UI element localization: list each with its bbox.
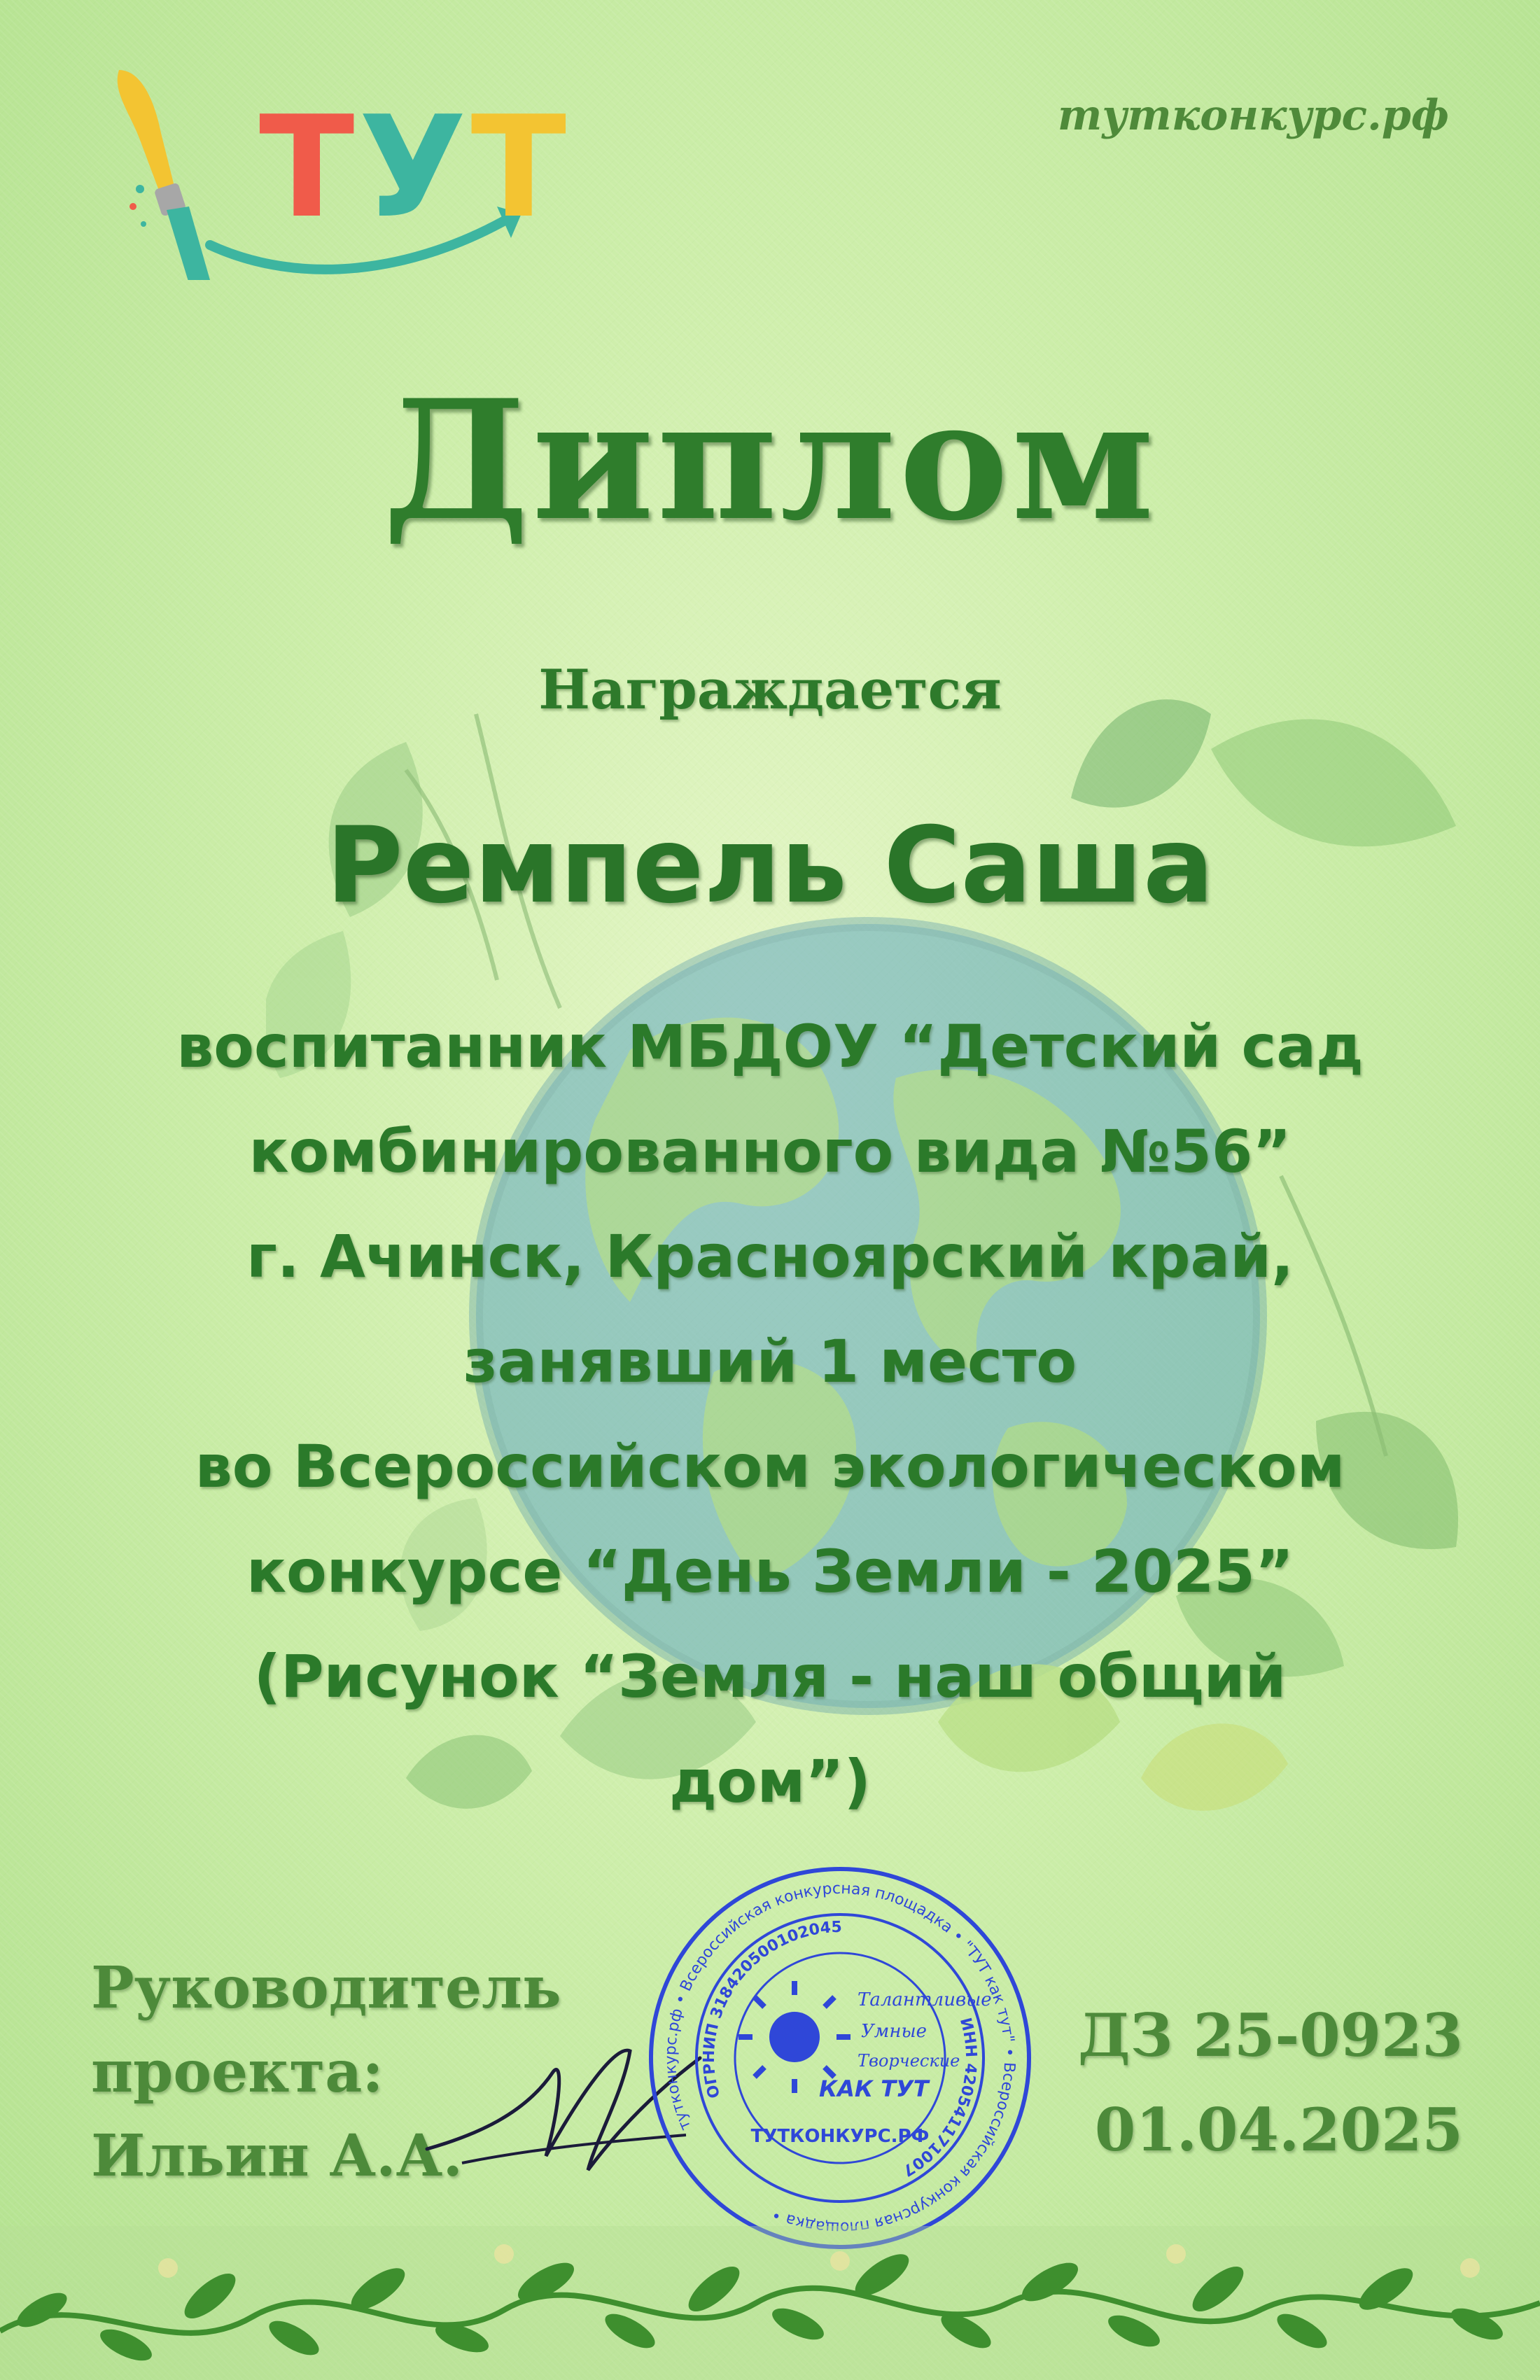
stamp-center-line4: КАК ТУТ [819, 2076, 929, 2102]
description-line: воспитанник МБДОУ “Детский сад [176, 1012, 1364, 1081]
stamp-center-line2: Умные [861, 2021, 927, 2042]
manager-role-line1: Руководитель [91, 1954, 561, 2022]
manager-role-line2: проекта: [91, 2038, 384, 2106]
description-line: конкурсе “День Земли - 2025” [246, 1537, 1294, 1606]
award-description [56, 994, 1484, 1834]
document-title: Диплом [383, 364, 1157, 557]
awarded-label: Награждается [538, 658, 1002, 722]
official-stamp [644, 1862, 1036, 2254]
description-line: во Всероссийском экологическом [195, 1432, 1345, 1501]
manager-name: Ильин А.А. [91, 2122, 463, 2190]
logo [91, 56, 571, 280]
floral-border [0, 2226, 1540, 2380]
description-line: занявший 1 место [463, 1327, 1077, 1396]
description-line: (Рисунок “Земля - наш общий [253, 1642, 1287, 1711]
description-line: г. Ачинск, Красноярский край, [246, 1222, 1294, 1291]
document-date: 01.04.2025 [1094, 2095, 1463, 2164]
stamp-center-line3: Творческие [858, 2051, 960, 2071]
description-line: дом”) [669, 1747, 871, 1816]
svg-text:ОГРНИП 318420500102045 [656, 1906, 888, 2103]
stamp-center-line1: Талантливые [858, 1989, 992, 2010]
document-number: ДЗ 25-0923 [1077, 2001, 1463, 2070]
site-url: туткoнкурс.рф [1057, 91, 1449, 140]
stamp-inn: ИНН 420541171007 [899, 2016, 980, 2180]
stamp-ogrnip: ОГРНИП 318420500102045 [700, 1918, 843, 2100]
document-info [1078, 1988, 1463, 2177]
stamp-outer-text: тутконкурс.рф • Всероссийская конкурсная площадка • "ТУТ как тут" • Всероссийская конкурсная площадка • [662, 1879, 1018, 2236]
description-line: комбинированного вида №56” [248, 1117, 1292, 1186]
recipient-name: Ремпель Саша [326, 805, 1214, 927]
logo-text: ТУТ [259, 86, 571, 249]
stamp-bottom-text: ТУТКОНКУРС.РФ [750, 2126, 930, 2147]
